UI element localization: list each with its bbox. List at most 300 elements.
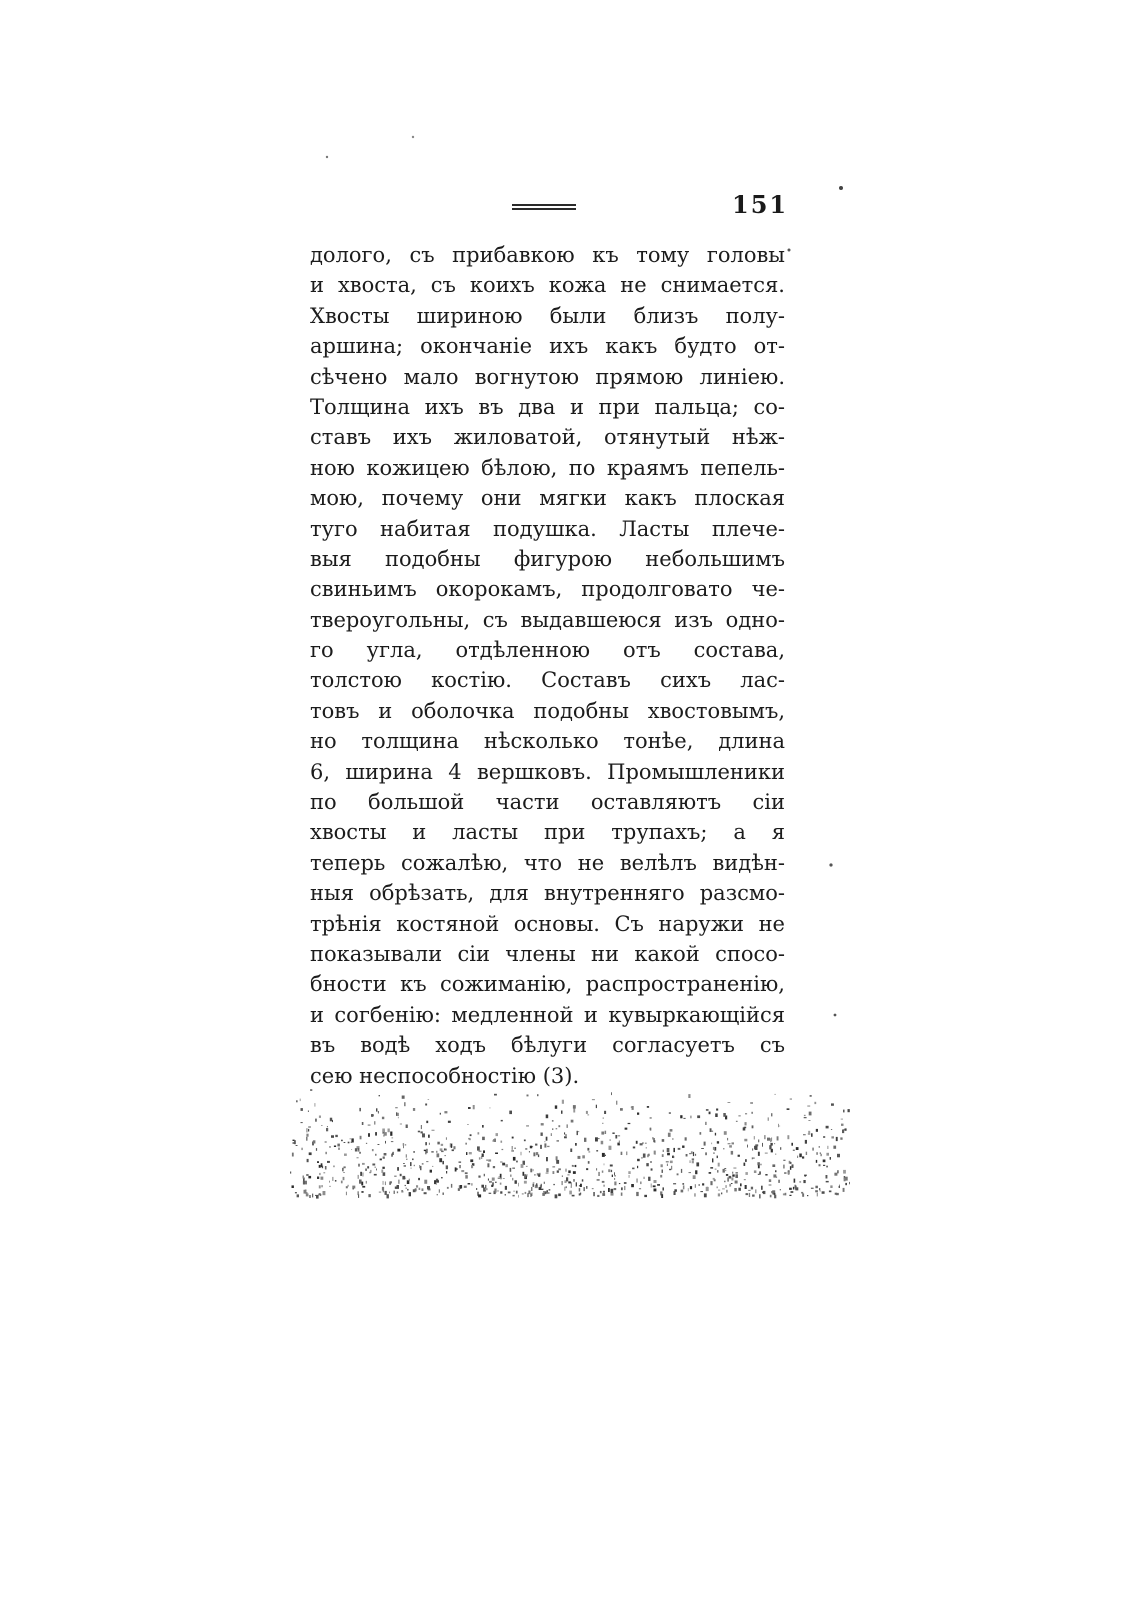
noise-speck: [612, 1133, 614, 1134]
noise-speck: [705, 1122, 706, 1125]
noise-speck: [358, 1164, 360, 1167]
noise-speck: [479, 1157, 481, 1159]
noise-speck: [308, 1129, 309, 1132]
noise-speck: [604, 1111, 606, 1114]
header-double-rule: [512, 204, 576, 214]
noise-speck: [682, 1183, 684, 1185]
noise-speck: [375, 1132, 377, 1136]
noise-speck: [702, 1183, 704, 1185]
noise-speck: [735, 1174, 738, 1178]
noise-speck: [744, 1163, 746, 1166]
noise-speck: [749, 1193, 750, 1197]
text-line: теперь сожалѣю, что не велѣлъ видѣн-: [310, 850, 785, 875]
noise-speck: [426, 1161, 428, 1162]
noise-speck: [576, 1182, 577, 1186]
noise-speck: [469, 1138, 471, 1140]
noise-speck: [802, 1156, 804, 1158]
noise-speck: [516, 1191, 518, 1194]
noise-speck: [614, 1172, 615, 1175]
noise-speck: [614, 1188, 617, 1190]
noise-speck: [424, 1192, 427, 1194]
noise-speck: [557, 1170, 559, 1172]
noise-speck: [789, 1188, 792, 1190]
noise-speck: [723, 1148, 725, 1149]
noise-speck: [522, 1193, 524, 1194]
noise-speck: [495, 1182, 497, 1183]
noise-speck: [437, 1194, 438, 1195]
noise-speck: [645, 1143, 647, 1144]
noise-speck: [779, 1126, 780, 1127]
noise-speck: [302, 1148, 303, 1150]
noise-speck: [769, 1179, 771, 1182]
noise-speck: [409, 1192, 411, 1196]
noise-speck: [498, 1178, 500, 1179]
noise-speck: [754, 1136, 755, 1139]
noise-speck: [820, 1190, 821, 1192]
noise-speck: [500, 1162, 502, 1163]
noise-speck: [546, 1173, 549, 1174]
noise-speck: [833, 1146, 836, 1149]
noise-speck: [795, 1186, 797, 1190]
noise-speck: [738, 1155, 740, 1157]
noise-speck: [689, 1172, 692, 1173]
noise-speck: [835, 1193, 837, 1195]
noise-speck: [680, 1115, 682, 1118]
noise-speck: [624, 1186, 625, 1190]
noise-speck: [426, 1121, 428, 1123]
noise-speck: [358, 1191, 359, 1195]
noise-speck: [646, 1163, 649, 1166]
noise-speck: [564, 1132, 565, 1134]
noise-speck: [667, 1148, 670, 1152]
noise-speck: [826, 1126, 829, 1129]
noise-speck: [383, 1157, 385, 1159]
noise-speck: [424, 1180, 427, 1184]
noise-speck: [780, 1189, 781, 1190]
noise-speck: [681, 1190, 684, 1193]
noise-speck: [552, 1128, 553, 1130]
noise-speck: [513, 1157, 516, 1161]
noise-speck: [451, 1184, 452, 1188]
noise-speck: [689, 1153, 691, 1154]
noise-speck: [790, 1099, 792, 1100]
noise-speck: [537, 1094, 539, 1096]
noise-speck: [610, 1140, 611, 1141]
text-line: долого, съ прибавкою къ тому головы: [310, 243, 785, 267]
noise-speck: [765, 1153, 768, 1154]
noise-speck: [561, 1181, 563, 1185]
noise-speck: [544, 1182, 545, 1184]
noise-speck: [389, 1192, 390, 1194]
noise-speck: [510, 1168, 512, 1172]
noise-speck: [718, 1163, 720, 1167]
noise-speck: [447, 1187, 449, 1189]
noise-speck: [518, 1183, 519, 1187]
noise-speck: [410, 1162, 411, 1166]
noise-speck: [752, 1158, 755, 1159]
noise-speck: [382, 1117, 384, 1120]
noise-speck: [669, 1169, 671, 1170]
noise-speck: [776, 1177, 777, 1178]
noise-speck: [521, 1152, 522, 1156]
noise-speck: [510, 1175, 512, 1177]
noise-speck: [441, 1177, 443, 1178]
noise-speck: [837, 1170, 838, 1173]
noise-speck: [602, 1153, 605, 1157]
noise-speck: [332, 1177, 333, 1181]
noise-speck: [544, 1143, 546, 1147]
noise-speck: [695, 1184, 696, 1188]
text-line: мою, почему они мягки какъ плоская: [310, 486, 785, 511]
noise-speck: [359, 1152, 361, 1154]
text-line: хвосты и ласты при трупахъ; а я: [310, 820, 785, 845]
noise-speck: [468, 1107, 471, 1109]
noise-speck: [375, 1154, 376, 1156]
noise-speck: [845, 1128, 847, 1130]
noise-speck: [651, 1184, 652, 1188]
noise-speck: [367, 1166, 369, 1168]
noise-speck: [491, 1185, 493, 1187]
noise-speck: [595, 1137, 598, 1141]
noise-speck: [771, 1191, 773, 1193]
noise-speck: [362, 1122, 364, 1125]
noise-speck: [839, 1185, 840, 1187]
noise-speck: [597, 1179, 600, 1181]
noise-speck: [641, 1157, 642, 1158]
noise-speck: [418, 1131, 420, 1133]
noise-speck: [542, 1193, 545, 1196]
noise-speck: [713, 1153, 715, 1154]
noise-speck: [673, 1148, 675, 1152]
noise-speck: [567, 1174, 569, 1175]
noise-speck: [619, 1183, 620, 1184]
noise-speck: [368, 1133, 370, 1137]
noise-speck: [397, 1113, 399, 1116]
noise-speck: [644, 1177, 645, 1179]
noise-speck: [724, 1131, 727, 1135]
noise-speck: [681, 1169, 682, 1173]
noise-speck: [567, 1124, 568, 1128]
noise-speck: [619, 1141, 620, 1144]
noise-speck: [464, 1186, 467, 1188]
text-line: Толщина ихъ въ два и при пальца; со-: [310, 394, 785, 419]
noise-speck: [592, 1099, 595, 1100]
noise-speck: [600, 1191, 602, 1193]
noise-speck: [602, 1123, 603, 1124]
noise-speck: [582, 1179, 584, 1181]
noise-speck: [329, 1181, 330, 1183]
noise-speck: [351, 1142, 352, 1143]
scan-speck: [322, 152, 332, 162]
noise-speck: [521, 1164, 524, 1168]
noise-speck: [303, 1181, 305, 1185]
noise-speck: [826, 1175, 828, 1179]
noise-speck: [360, 1172, 362, 1176]
noise-speck: [297, 1194, 299, 1197]
noise-speck: [731, 1177, 733, 1180]
noise-speck: [514, 1148, 516, 1149]
noise-speck: [843, 1170, 846, 1174]
noise-speck: [637, 1166, 638, 1168]
noise-speck: [729, 1184, 731, 1187]
noise-speck: [372, 1164, 375, 1166]
text-line: но толщина нѣсколько тонѣе, длина: [310, 729, 785, 754]
noise-speck: [478, 1194, 481, 1197]
noise-speck: [745, 1113, 747, 1114]
noise-speck: [515, 1180, 517, 1184]
noise-speck: [728, 1143, 731, 1144]
noise-speck: [392, 1153, 393, 1155]
noise-speck: [330, 1118, 332, 1122]
noise-speck: [716, 1109, 718, 1111]
noise-speck: [397, 1167, 399, 1171]
noise-speck: [307, 1159, 309, 1162]
noise-speck: [775, 1094, 776, 1095]
noise-speck: [310, 1089, 312, 1091]
noise-speck: [402, 1176, 405, 1180]
noise-speck: [363, 1172, 364, 1176]
noise-speck: [303, 1176, 305, 1179]
noise-speck: [745, 1172, 748, 1175]
noise-speck: [306, 1174, 308, 1175]
noise-speck: [586, 1186, 588, 1189]
text-line: туго набитая подушка. Ласты плече-: [310, 516, 785, 541]
noise-speck: [787, 1108, 790, 1110]
noise-speck: [327, 1161, 330, 1163]
noise-speck: [406, 1188, 407, 1189]
text-line: и согбенію: медленной и кувыркающійся: [310, 1002, 785, 1027]
noise-speck: [500, 1191, 502, 1193]
noise-speck: [321, 1177, 324, 1180]
noise-speck: [551, 1133, 552, 1136]
noise-speck: [693, 1175, 696, 1179]
noise-speck: [752, 1125, 754, 1128]
noise-speck: [669, 1112, 671, 1114]
noise-speck: [772, 1164, 775, 1167]
noise-speck: [331, 1135, 334, 1138]
noise-speck: [557, 1140, 560, 1141]
noise-speck: [602, 1193, 605, 1196]
noise-speck: [391, 1141, 393, 1142]
noise-speck: [757, 1162, 760, 1165]
noise-speck: [704, 1193, 707, 1197]
noise-speck: [329, 1146, 330, 1147]
noise-speck: [405, 1144, 406, 1145]
noise-speck: [700, 1191, 703, 1192]
noise-speck: [546, 1137, 548, 1141]
noise-speck: [698, 1184, 700, 1185]
noise-speck: [453, 1146, 455, 1149]
noise-speck: [482, 1154, 484, 1157]
noise-speck: [845, 1183, 847, 1185]
noise-speck: [808, 1131, 810, 1135]
noise-speck: [706, 1187, 709, 1191]
text-line: товъ и оболочка подобны хвостовымъ,: [310, 698, 785, 723]
noise-speck: [406, 1125, 408, 1129]
noise-speck: [744, 1139, 747, 1142]
noise-speck: [628, 1123, 631, 1124]
noise-speck: [603, 1191, 605, 1193]
noise-speck: [814, 1102, 816, 1104]
noise-speck: [715, 1169, 717, 1170]
noise-speck: [378, 1111, 379, 1114]
noise-speck: [789, 1195, 791, 1196]
noise-speck: [823, 1165, 825, 1166]
noise-speck: [437, 1142, 439, 1145]
noise-speck: [784, 1172, 786, 1174]
text-line: бности къ сожиманію, распространенію,: [310, 972, 785, 997]
noise-speck: [526, 1166, 528, 1167]
noise-speck: [483, 1150, 485, 1153]
noise-speck: [647, 1106, 649, 1108]
noise-speck: [733, 1167, 736, 1168]
noise-speck: [802, 1193, 804, 1196]
noise-speck: [596, 1150, 598, 1151]
noise-speck: [690, 1160, 691, 1163]
noise-speck: [760, 1164, 761, 1166]
noise-speck: [413, 1108, 415, 1111]
noise-speck: [403, 1163, 405, 1164]
noise-speck: [641, 1182, 642, 1185]
noise-speck: [304, 1190, 307, 1194]
noise-speck: [444, 1149, 447, 1151]
noise-speck: [443, 1193, 444, 1195]
noise-speck: [654, 1180, 657, 1183]
noise-speck: [343, 1172, 345, 1173]
noise-speck: [566, 1177, 568, 1181]
noise-speck: [743, 1127, 746, 1130]
noise-speck: [394, 1191, 395, 1194]
noise-speck: [359, 1180, 362, 1184]
noise-speck: [849, 1182, 850, 1184]
noise-speck: [565, 1169, 566, 1172]
noise-speck: [799, 1154, 802, 1158]
noise-speck: [496, 1133, 499, 1136]
noise-speck: [541, 1133, 543, 1136]
noise-speck: [724, 1170, 726, 1171]
noise-speck: [372, 1114, 374, 1116]
noise-speck: [562, 1175, 563, 1177]
noise-speck: [745, 1185, 747, 1189]
noise-speck: [323, 1191, 326, 1195]
noise-speck: [724, 1181, 725, 1183]
noise-speck: [488, 1159, 491, 1161]
noise-speck: [713, 1147, 715, 1150]
noise-speck: [803, 1134, 806, 1135]
noise-speck: [500, 1174, 502, 1178]
noise-speck: [586, 1168, 588, 1170]
noise-speck: [490, 1107, 491, 1108]
noise-speck: [465, 1175, 468, 1179]
noise-speck: [705, 1152, 707, 1155]
noise-speck: [525, 1148, 527, 1150]
noise-speck: [344, 1154, 347, 1156]
noise-speck: [419, 1188, 421, 1190]
noise-speck: [315, 1119, 317, 1122]
noise-speck: [409, 1179, 410, 1181]
noise-speck: [614, 1182, 616, 1186]
noise-speck: [817, 1193, 818, 1197]
noise-speck: [375, 1167, 376, 1168]
noise-speck: [727, 1138, 728, 1141]
noise-speck: [711, 1143, 712, 1145]
noise-speck: [531, 1187, 532, 1191]
noise-speck: [385, 1141, 386, 1144]
noise-speck: [758, 1152, 760, 1156]
noise-speck: [616, 1101, 617, 1105]
noise-speck: [598, 1172, 599, 1176]
noise-speck: [513, 1195, 515, 1197]
noise-speck: [726, 1185, 727, 1188]
noise-speck: [791, 1143, 793, 1146]
noise-speck: [422, 1133, 425, 1137]
noise-speck: [502, 1149, 504, 1150]
noise-speck: [459, 1162, 462, 1163]
noise-speck: [573, 1179, 575, 1182]
noise-speck: [762, 1143, 763, 1147]
noise-speck: [457, 1168, 458, 1170]
noise-speck: [527, 1193, 528, 1197]
noise-speck: [501, 1120, 503, 1122]
noise-speck: [541, 1123, 544, 1125]
noise-speck: [494, 1189, 496, 1193]
noise-speck: [359, 1108, 361, 1111]
noise-speck: [715, 1133, 716, 1136]
noise-speck: [639, 1188, 641, 1189]
noise-speck: [779, 1180, 780, 1183]
noise-speck: [601, 1132, 604, 1135]
noise-speck: [461, 1170, 464, 1172]
noise-speck: [526, 1125, 529, 1126]
noise-speck: [436, 1151, 437, 1153]
noise-speck: [337, 1144, 340, 1147]
noise-speck: [308, 1126, 311, 1128]
noise-speck: [761, 1186, 763, 1190]
noise-speck: [468, 1183, 471, 1185]
noise-speck: [388, 1129, 390, 1133]
noise-speck: [740, 1183, 742, 1186]
noise-speck: [662, 1170, 664, 1173]
noise-speck: [797, 1156, 798, 1158]
noise-speck: [745, 1159, 747, 1162]
noise-speck: [726, 1190, 728, 1193]
noise-speck: [671, 1166, 672, 1170]
noise-speck: [473, 1105, 475, 1109]
noise-speck: [530, 1169, 532, 1173]
noise-speck: [321, 1125, 322, 1126]
noise-speck: [648, 1177, 650, 1181]
noise-speck: [309, 1195, 310, 1198]
noise-speck: [792, 1164, 794, 1168]
noise-speck: [783, 1165, 785, 1169]
noise-speck: [773, 1174, 776, 1177]
scan-speck: [835, 182, 847, 194]
noise-speck: [769, 1145, 771, 1149]
text-line: аршина; окончаніе ихъ какъ будто от-: [310, 334, 785, 359]
noise-speck: [370, 1170, 371, 1173]
noise-speck: [571, 1182, 572, 1186]
noise-speck: [636, 1141, 638, 1144]
noise-speck: [488, 1179, 489, 1181]
noise-speck: [770, 1195, 772, 1198]
noise-speck: [346, 1192, 347, 1196]
noise-speck: [573, 1105, 576, 1109]
noise-speck: [437, 1180, 439, 1183]
noise-speck: [830, 1185, 832, 1188]
noise-speck: [384, 1132, 387, 1136]
noise-speck: [411, 1168, 412, 1169]
noise-speck: [555, 1105, 557, 1108]
